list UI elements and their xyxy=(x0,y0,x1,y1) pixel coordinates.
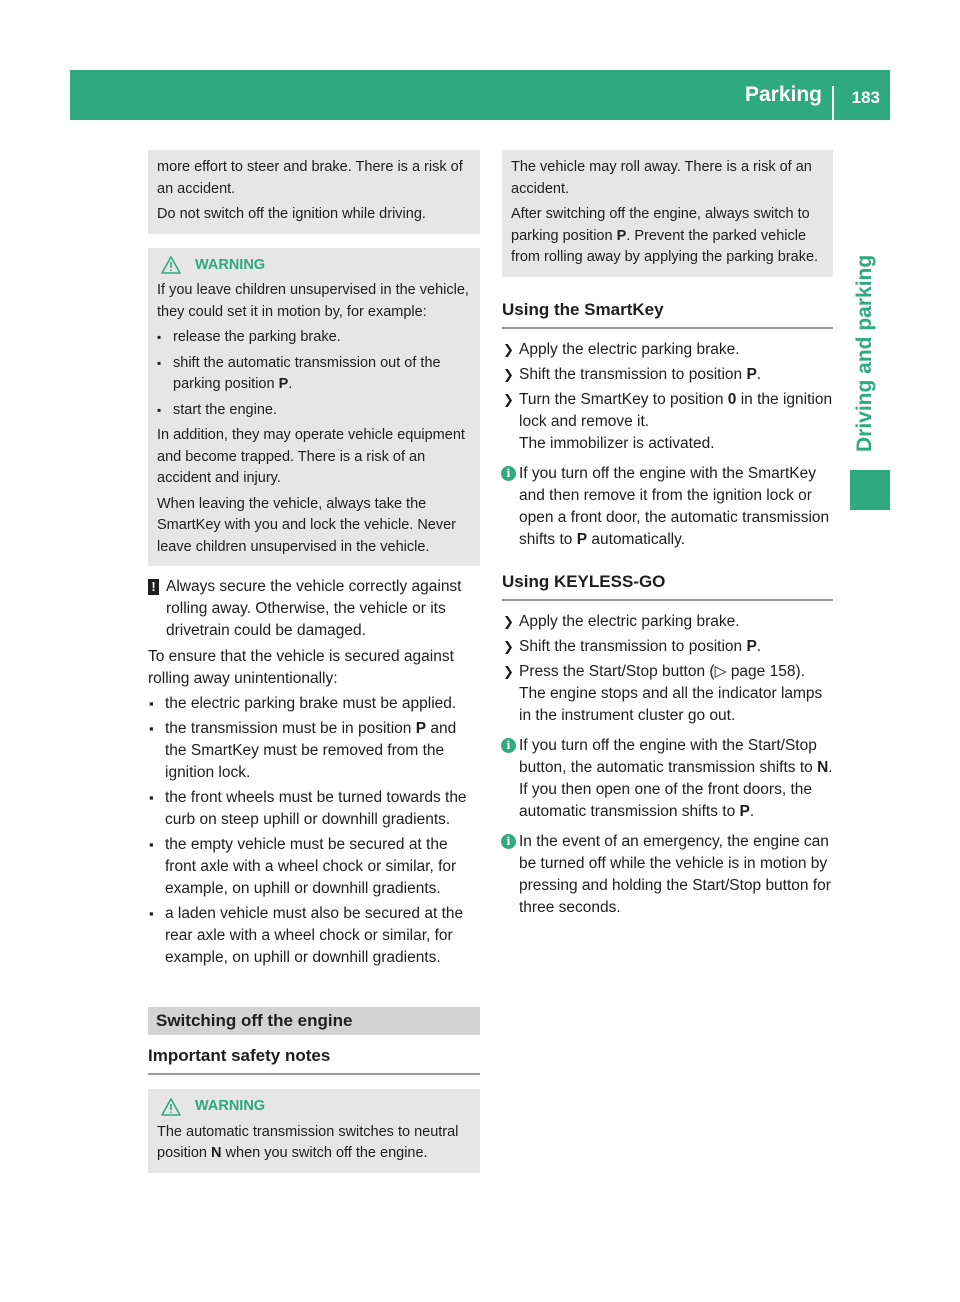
bold-position: 0 xyxy=(727,390,737,408)
bold-position: P xyxy=(746,637,757,655)
step-arrow-icon: ❯ xyxy=(503,341,514,357)
bold-position: P xyxy=(739,802,750,820)
step-text: ). xyxy=(795,662,805,680)
side-tab-label: Driving and parking xyxy=(853,254,876,452)
step-item: ❯ Shift the transmission to position P. xyxy=(502,636,833,658)
box-text: more effort to steer and brake. There is a risk of an accident. xyxy=(157,159,463,197)
list-item: ▪ the front wheels must be turned towards the curb on steep uphill or downhill gradients. xyxy=(148,787,480,831)
list-item: ▪ release the parking brake. xyxy=(157,327,472,349)
info-text: automatically. xyxy=(591,530,686,548)
step-text: in the ignition lock and remove it. xyxy=(519,390,833,430)
right-column xyxy=(502,150,833,923)
step-item xyxy=(502,339,833,361)
box-text-part: . Prevent the parked vehicle from rolling away by applying the parking brake. xyxy=(511,227,819,265)
list-item-text: shift the automatic transmission out of the parking position xyxy=(173,354,441,392)
warning-title: WARNING xyxy=(195,1098,266,1114)
warning-triangle-icon xyxy=(161,1098,181,1116)
step-arrow-icon: ❯ xyxy=(503,613,514,629)
section-title: Switching off the engine xyxy=(148,1007,480,1035)
step-item: ❯ Shift the transmission to position P. xyxy=(502,364,833,386)
step-text: Apply the electric parking brake. xyxy=(519,612,740,630)
step-result: The immobilizer is activated. xyxy=(519,434,715,452)
box-text-part: After switching off the engine, always switch to parking position xyxy=(511,206,810,244)
step-item xyxy=(502,389,833,455)
list-item: ▪ the electric parking brake must be applied. xyxy=(148,693,480,715)
subsection-title: Using KEYLESS-GO xyxy=(502,571,833,601)
bold-position: P xyxy=(576,530,588,548)
caution-note xyxy=(148,576,480,642)
page-ref-arrow-icon: ▷ xyxy=(714,662,727,680)
info-note xyxy=(502,831,833,919)
step-text: Apply the electric parking brake. xyxy=(519,340,740,358)
bold-position: P xyxy=(415,720,427,737)
info-icon: i xyxy=(501,834,516,849)
info-text: In the event of an emergency, the engine can be turned off while the vehicle is in motion by pressing and holding the Start/Stop button for three seconds. xyxy=(519,832,831,916)
bold-position: P xyxy=(278,376,289,392)
step-text: Turn the SmartKey to position xyxy=(519,390,724,408)
bold-position: P xyxy=(746,365,757,383)
step-arrow-icon: ❯ xyxy=(503,663,514,679)
step-item xyxy=(502,661,833,727)
left-column xyxy=(148,150,480,1173)
caution-text: Always secure the vehicle correctly against rolling away. Otherwise, the vehicle or its drivetrain could be damaged. xyxy=(166,578,462,639)
info-note: i If you turn off the engine with the Start/Stop button, the automatic transmission shifts to N. If you then open one of the front doors, the automatic transmission shifts to P. xyxy=(502,735,833,823)
warning-heading xyxy=(157,255,472,277)
warning-title: WARNING xyxy=(195,256,266,273)
step-text: Shift the transmission to position xyxy=(519,365,743,383)
list-item: ▪ start the engine. xyxy=(157,400,472,422)
bold-position: N xyxy=(211,1145,222,1161)
box-text xyxy=(511,204,825,269)
box-text: Do not switch off the ignition while driving. xyxy=(157,206,426,222)
step-item xyxy=(502,611,833,633)
info-icon: i xyxy=(501,738,516,753)
warning-text-part: The automatic transmission switches to neutral position xyxy=(157,1123,459,1161)
warning-box-children xyxy=(148,248,480,567)
warning-text xyxy=(157,1122,472,1165)
warning-heading xyxy=(157,1096,472,1118)
bold-position: P xyxy=(616,227,627,244)
warning-continued-box xyxy=(148,150,480,234)
list-item: ▪ the empty vehicle must be secured at the front axle with a wheel chock or similar, for example, on uphill or downhill gradients. xyxy=(148,834,480,900)
info-note xyxy=(502,463,833,551)
info-icon: i xyxy=(501,466,516,481)
subsection-title: Using the SmartKey xyxy=(502,299,833,329)
warning-intro: If you leave children unsupervised in the vehicle, they could set it in motion by, for example: xyxy=(157,282,469,320)
list-item: ▪ a laden vehicle must also be secured at the rear axle with a wheel chock or similar, for example, on uphill or downhill gradients. xyxy=(148,903,480,969)
info-text: If you turn off the engine with the Start/Stop button, the automatic transmission shifts to xyxy=(519,736,817,776)
header-separator xyxy=(832,86,834,120)
step-arrow-icon: ❯ xyxy=(503,391,514,407)
step-result: The engine stops and all the indicator lamps in the instrument cluster go out. xyxy=(519,684,823,724)
warning-para: When leaving the vehicle, always take the SmartKey with you and lock the vehicle. Never leave children unsupervised in the vehicle. xyxy=(157,495,456,555)
subsection-title: Important safety notes xyxy=(148,1045,480,1075)
warning-triangle-icon xyxy=(161,256,181,274)
step-arrow-icon: ❯ xyxy=(503,366,514,382)
page-reference-link[interactable]: page 158 xyxy=(730,662,796,680)
warning-continued-box xyxy=(502,150,833,277)
exclamation-icon: ! xyxy=(148,579,159,595)
warning-para: In addition, they may operate vehicle equipment and become trapped. There is a risk of an accident and injury. xyxy=(157,427,465,486)
info-text: If you turn off the engine with the SmartKey and then remove it from the ignition lock or open a front door, the automatic transmission shifts to xyxy=(519,464,830,548)
step-arrow-icon: ❯ xyxy=(503,638,514,654)
header-title: Parking xyxy=(744,83,822,106)
side-tab-block xyxy=(850,470,890,510)
ensure-intro: To ensure that the vehicle is secured against rolling away unintentionally: xyxy=(148,648,454,687)
box-text: The vehicle may roll away. There is a risk of an accident. xyxy=(511,159,812,197)
bold-position: N xyxy=(817,758,829,776)
header-bar xyxy=(70,70,890,120)
step-text: Shift the transmission to position xyxy=(519,637,743,655)
warning-box-neutral xyxy=(148,1089,480,1173)
warning-text-part: when you switch off the engine. xyxy=(225,1145,428,1161)
list-item xyxy=(148,718,480,784)
list-item-text: the transmission must be in position xyxy=(165,720,412,737)
list-item: ▪ shift the automatic transmission out of the parking position P. xyxy=(157,353,472,396)
list-item-text: and the SmartKey must be removed from the ignition lock. xyxy=(165,720,457,781)
step-text: Press the Start/Stop button ( xyxy=(519,662,715,680)
info-text: . If you then open one of the front doors, the automatic transmission shifts to xyxy=(519,758,833,820)
page-number: 183 xyxy=(851,88,880,107)
